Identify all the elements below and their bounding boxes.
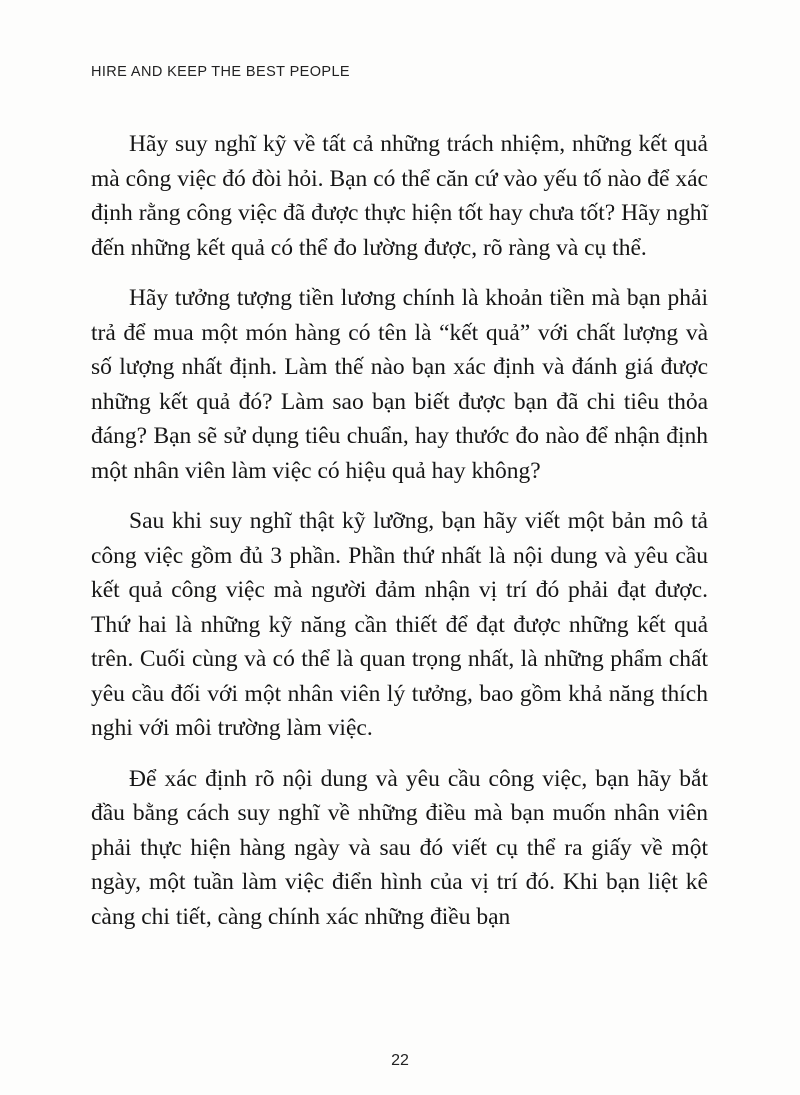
running-header: HIRE AND KEEP THE BEST PEOPLE xyxy=(91,64,350,80)
paragraph: Hãy tưởng tượng tiền lương chính là khoản tiền mà bạn phải trả để mua một món hàng có tên là “kết quả” với chất lượng và số lượng nhất định. Làm thế nào bạn xác định và đánh giá được những kết quả đó? Làm sao bạn biết được bạn đã chi tiêu thỏa đáng? Bạn sẽ sử dụng tiêu chuẩn, hay thước đo nào để nhận định một nhân viên làm việc có hiệu quả hay không? xyxy=(91,285,708,484)
paragraph: Để xác định rõ nội dung và yêu cầu công việc, bạn hãy bắt đầu bằng cách suy nghĩ về những điều mà bạn muốn nhân viên phải thực hiện hàng ngày và sau đó viết cụ thể ra giấy về một ngày, một tuần làm việc điển hình của vị trí đó. Khi bạn liệt kê càng chi tiết, càng chính xác những điều bạn xyxy=(91,765,708,930)
page-number: 22 xyxy=(391,1052,409,1069)
paragraph: Hãy suy nghĩ kỹ về tất cả những trách nhiệm, những kết quả mà công việc đó đòi hỏi. Bạn có thể căn cứ vào yếu tố nào để xác định rằng công việc đã được thực hiện tốt hay chưa tốt? Hãy nghĩ đến những kết quả có thể đo lường được, rõ ràng và cụ thể. xyxy=(91,131,708,261)
body-text xyxy=(91,127,708,950)
paragraph: Sau khi suy nghĩ thật kỹ lưỡng, bạn hãy viết một bản mô tả công việc gồm đủ 3 phần. Phần thứ nhất là nội dung và yêu cầu kết quả công việc mà người đảm nhận vị trí đó phải đạt được. Thứ hai là những kỹ năng cần thiết để đạt được những kết quả trên. Cuối cùng và có thể là quan trọng nhất, là những phẩm chất yêu cầu đối với một nhân viên lý tưởng, bao gồm khả năng thích nghi với môi trường làm việc. xyxy=(91,508,708,741)
